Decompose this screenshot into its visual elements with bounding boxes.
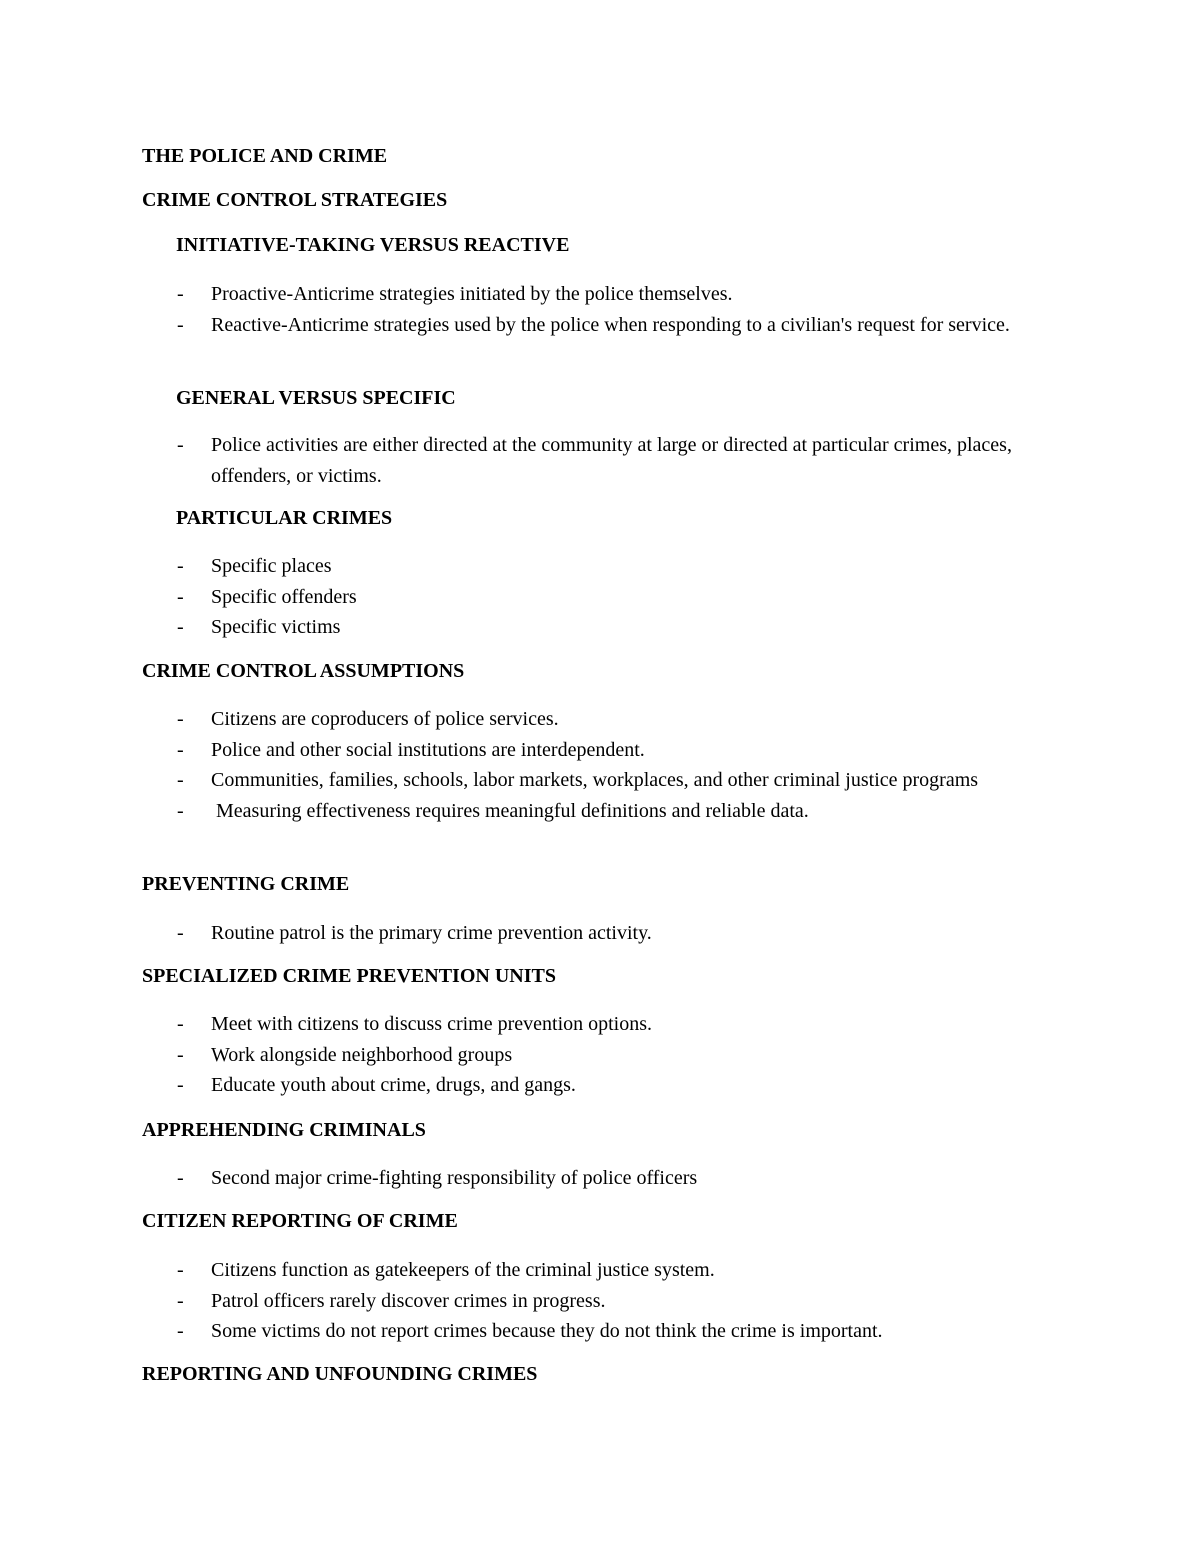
- dash-bullet: -: [177, 922, 184, 944]
- list-item-text: Communities, families, schools, labor markets, workplaces, and other criminal justice programs: [211, 769, 979, 791]
- list-item-text: Proactive-Anticrime strategies initiated by the police themselves.: [211, 283, 733, 305]
- dash-bullet: -: [177, 708, 184, 730]
- list-item: [0, 551, 1046, 582]
- dash-bullet: -: [177, 769, 184, 791]
- section-heading-preventing-crime: PREVENTING CRIME: [142, 873, 350, 895]
- subsection-heading-particular-crimes: PARTICULAR CRIMES: [176, 507, 393, 529]
- list-item: [0, 1286, 1046, 1317]
- dash-bullet: -: [177, 555, 184, 577]
- section-heading-citizen-reporting: CITIZEN REPORTING OF CRIME: [142, 1210, 458, 1232]
- dash-bullet: -: [177, 1320, 184, 1342]
- dash-bullet: -: [177, 1043, 184, 1066]
- list-item: [0, 735, 1046, 766]
- bullet-list-specialized: [0, 1009, 1200, 1101]
- list-item-text: Police and other social institutions are interdependent.: [211, 738, 645, 761]
- list-item: [0, 1163, 1046, 1194]
- list-item: [0, 582, 1046, 613]
- dash-bullet: -: [177, 313, 184, 336]
- subsection-heading-general-versus-specific: GENERAL VERSUS SPECIFIC: [176, 387, 456, 409]
- document-title: THE POLICE AND CRIME: [142, 145, 388, 167]
- list-item: [0, 704, 1046, 735]
- bullet-list-apprehending: [0, 1163, 1200, 1194]
- dash-bullet: -: [177, 585, 184, 608]
- list-item: [0, 430, 1046, 491]
- list-item-text: Second major crime-fighting responsibility of police officers: [211, 1167, 698, 1189]
- bullet-list-assumptions: [0, 704, 1200, 826]
- list-item-text: Measuring effectiveness requires meaningful definitions and reliable data.: [211, 799, 809, 822]
- list-item-text: Citizens are coproducers of police services.: [211, 708, 559, 730]
- list-item: [0, 1040, 1046, 1071]
- list-item: [0, 796, 1046, 827]
- list-item: [0, 612, 1046, 643]
- section-heading-specialized-units: SPECIALIZED CRIME PREVENTION UNITS: [142, 965, 556, 987]
- list-item: [0, 279, 1046, 310]
- dash-bullet: -: [177, 1167, 184, 1189]
- list-item-text: Meet with citizens to discuss crime prevention options.: [211, 1013, 653, 1035]
- dash-bullet: -: [177, 434, 184, 456]
- list-item-text: Specific places: [211, 555, 332, 577]
- list-item: [0, 1009, 1046, 1040]
- dash-bullet: -: [177, 738, 184, 761]
- dash-bullet: -: [177, 283, 184, 305]
- bullet-list-citizen-reporting: [0, 1255, 1200, 1347]
- list-item: [0, 1316, 1046, 1347]
- section-heading-crime-control-strategies: CRIME CONTROL STRATEGIES: [142, 189, 448, 211]
- dash-bullet: -: [177, 799, 184, 822]
- section-heading-crime-control-assumptions: CRIME CONTROL ASSUMPTIONS: [142, 660, 465, 682]
- list-item: [0, 310, 1046, 341]
- dash-bullet: -: [177, 616, 184, 638]
- dash-bullet: -: [177, 1259, 184, 1281]
- list-item-text: Police activities are either directed at the community at large or directed at particular crimes, places, offenders, or victims.: [211, 434, 1012, 487]
- dash-bullet: -: [177, 1013, 184, 1035]
- list-item: [0, 765, 1046, 796]
- subsection-heading-initiative-taking: INITIATIVE-TAKING VERSUS REACTIVE: [176, 234, 570, 256]
- list-item-text: Work alongside neighborhood groups: [211, 1043, 513, 1066]
- dash-bullet: -: [177, 1289, 184, 1312]
- bullet-list-general: [0, 430, 1200, 491]
- bullet-list-initiative: [0, 279, 1200, 340]
- section-heading-reporting-and-unfounding: REPORTING AND UNFOUNDING CRIMES: [142, 1363, 538, 1385]
- bullet-list-preventing: [0, 918, 1200, 949]
- list-item: [0, 1070, 1046, 1101]
- list-item-text: Patrol officers rarely discover crimes in progress.: [211, 1289, 606, 1312]
- list-item-text: Specific offenders: [211, 585, 357, 608]
- bullet-list-particular: [0, 551, 1200, 643]
- list-item-text: Reactive-Anticrime strategies used by the police when responding to a civilian's request for service.: [211, 313, 1010, 336]
- list-item-text: Some victims do not report crimes because they do not think the crime is important.: [211, 1320, 883, 1342]
- list-item: [0, 918, 1046, 949]
- section-heading-apprehending-criminals: APPREHENDING CRIMINALS: [142, 1119, 426, 1141]
- list-item-text: Routine patrol is the primary crime prevention activity.: [211, 922, 652, 944]
- list-item-text: Citizens function as gatekeepers of the criminal justice system.: [211, 1259, 715, 1281]
- list-item-text: Educate youth about crime, drugs, and gangs.: [211, 1074, 576, 1096]
- list-item-text: Specific victims: [211, 616, 341, 638]
- list-item: [0, 1255, 1046, 1286]
- dash-bullet: -: [177, 1074, 184, 1096]
